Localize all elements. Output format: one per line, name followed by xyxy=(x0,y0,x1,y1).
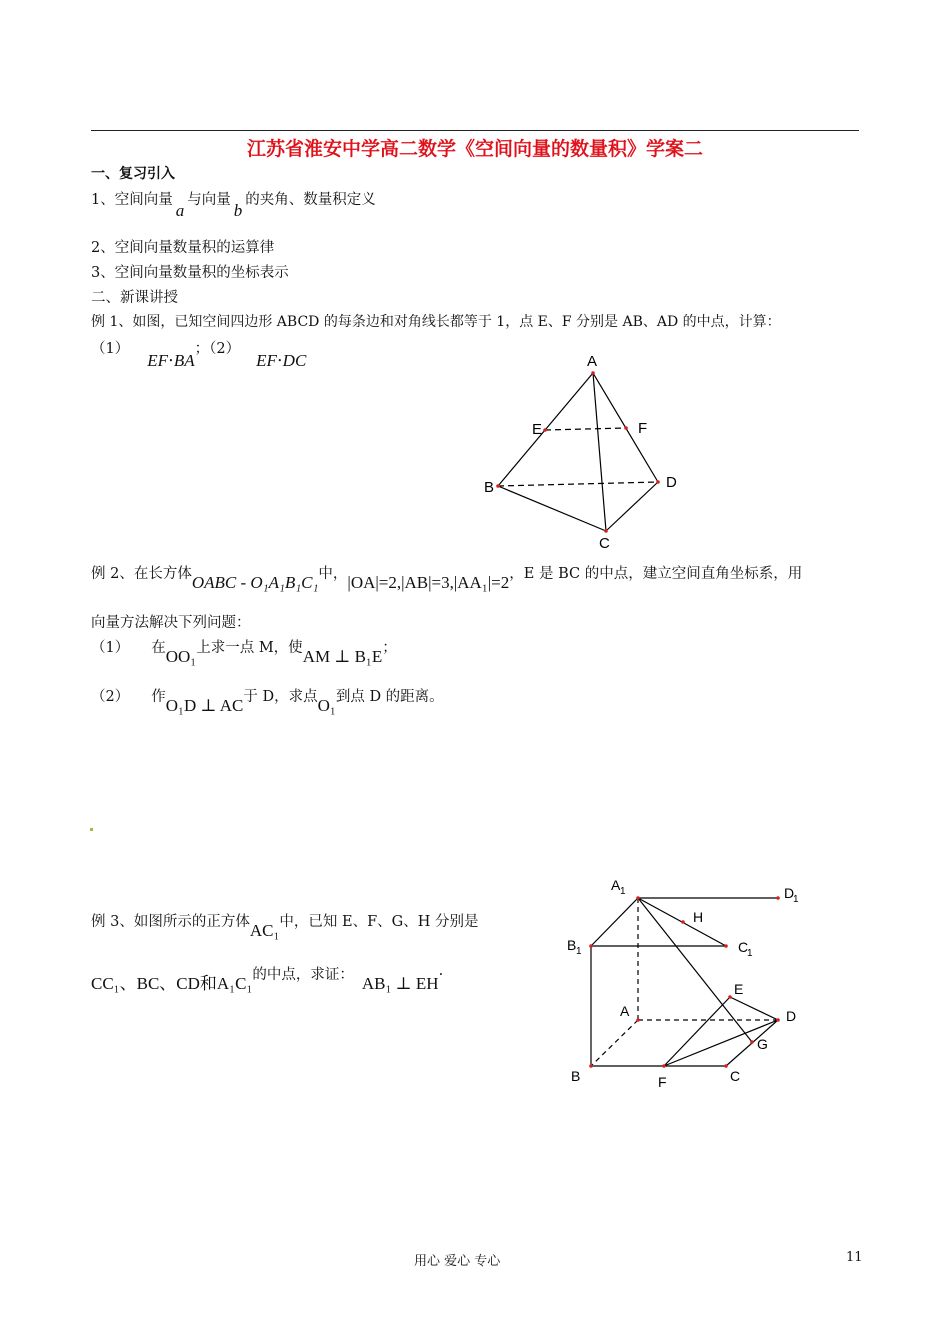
example2-question2 xyxy=(91,685,444,715)
example2-q1-a: 在 xyxy=(151,640,166,656)
point-d xyxy=(656,480,660,484)
point-f xyxy=(662,1064,666,1068)
example2-prefix: 例 2、在长方体 xyxy=(91,566,192,582)
edge-a1b1 xyxy=(591,898,638,946)
example2-q2-expr: O₁D ⊥ AC xyxy=(165,696,244,715)
example1-sep: ； xyxy=(194,341,210,357)
segment-ef xyxy=(664,997,730,1066)
example2-lengths: |OA|=2,|AB|=3,|AA₁|=2 xyxy=(347,573,510,592)
label-a: A xyxy=(587,353,598,370)
example3-solid: AC₁ xyxy=(249,921,280,940)
edge-cd xyxy=(606,482,658,531)
vector-b: b xyxy=(233,201,243,220)
label-a1-sub: 1 xyxy=(620,886,626,897)
example2-q1-expr: AM ⊥ B₁E xyxy=(302,647,383,666)
label-b: B xyxy=(571,1068,581,1084)
edge-ac xyxy=(593,373,606,531)
example2-mid: 中， xyxy=(318,566,348,582)
example3-line1 xyxy=(91,910,479,940)
label-e: E xyxy=(532,421,543,438)
segment-ef xyxy=(545,428,626,430)
point-b xyxy=(496,484,500,488)
point-a xyxy=(636,1018,640,1022)
label-c1-sub: 1 xyxy=(747,948,753,959)
example2-line1 xyxy=(91,562,803,592)
label-b: B xyxy=(484,479,495,496)
example1-text: 例 1、如图，已知空间四边形 ABCD 的每条边和对角线长都等于 1，点 E、F 分别是 AB、AD 的中点，计算： xyxy=(91,314,781,330)
review-item-2: 2、空间向量数量积的运算律 xyxy=(91,240,275,256)
point-a1 xyxy=(636,896,640,900)
segment-ed xyxy=(730,997,778,1020)
label-f: F xyxy=(658,1074,667,1090)
point-e xyxy=(543,428,547,432)
label-a: A xyxy=(620,1003,630,1019)
page-number: 11 xyxy=(846,1250,863,1265)
edge-ab-hidden xyxy=(591,1020,638,1066)
example1-part2-label: （2） xyxy=(209,341,241,357)
review-item-3: 3、空间向量数量积的坐标表示 xyxy=(91,265,289,281)
example2-line2: 向量方法解决下列问题： xyxy=(91,615,251,631)
header-rule xyxy=(91,130,859,131)
label-e: E xyxy=(734,981,744,997)
example2-q1-label: （1） xyxy=(91,640,130,656)
example3-midpoints: CC₁、BC、CD和A₁C₁ xyxy=(91,974,253,993)
example3-mid: 中，已知 E、F、G、H 分别是 xyxy=(279,914,479,930)
page-title: 江苏省淮安中学高二数学《空间向量的数量积》学案二 xyxy=(246,138,703,160)
label-h: H xyxy=(693,909,704,925)
point-d xyxy=(776,1018,780,1022)
point-b xyxy=(589,1064,593,1068)
cube-figure xyxy=(560,870,810,1095)
example3-end: · xyxy=(438,967,444,983)
example2-q1-segment: OO₁ xyxy=(165,647,197,666)
footer-motto: 用心 爱心 专心 xyxy=(414,1254,501,1269)
review-item-1-prefix: 1、空间向量 xyxy=(91,192,173,208)
label-f: F xyxy=(638,420,648,437)
label-g: G xyxy=(757,1036,768,1052)
example1-part1-label: （1） xyxy=(91,341,130,357)
label-a1: A xyxy=(611,877,621,893)
point-c xyxy=(604,529,608,533)
example2-suffix: ，E 是 BC 的中点，建立空间直角坐标系，用 xyxy=(509,566,803,582)
section1-heading: 一、复习引入 xyxy=(91,166,175,182)
point-d1 xyxy=(776,896,780,900)
point-a xyxy=(591,371,595,375)
example2-q2-point: O₁ xyxy=(317,696,336,715)
example1-part1-expr: EF⋅BA xyxy=(147,351,195,370)
edge-bc xyxy=(498,486,606,531)
label-b1: B xyxy=(567,937,577,953)
example2-q2-a: 作 xyxy=(151,689,166,705)
point-f xyxy=(624,426,628,430)
label-b1-sub: 1 xyxy=(576,946,582,957)
label-d: D xyxy=(786,1008,797,1024)
example3-goal: AB₁ ⊥ EH xyxy=(361,974,439,993)
point-c1 xyxy=(724,944,728,948)
example2-q2-label: （2） xyxy=(91,689,130,705)
example3-line2-mid: 的中点，求证： xyxy=(252,967,354,983)
stray-mark xyxy=(90,828,93,831)
example2-q1-b: 上求一点 M，使 xyxy=(196,640,303,656)
review-item-1 xyxy=(91,188,376,220)
label-c: C xyxy=(730,1068,741,1084)
point-c xyxy=(724,1064,728,1068)
review-item-1-mid: 与向量 xyxy=(187,192,231,208)
example3-line2 xyxy=(91,959,444,993)
example2-solid: OABC - O₁A₁B₁C₁ xyxy=(191,573,319,592)
example1-part2-expr: EF⋅DC xyxy=(256,351,307,370)
example2-q1-end: ； xyxy=(382,640,397,656)
point-h xyxy=(681,920,685,924)
edge-bd-hidden xyxy=(498,482,658,486)
example2-q2-b: 于 D，求点 xyxy=(243,689,318,705)
example2-q2-c: 到点 D 的距离。 xyxy=(335,689,444,705)
label-d: D xyxy=(666,474,677,491)
review-item-1-suffix: 的夹角、数量积定义 xyxy=(245,192,376,208)
point-b1 xyxy=(589,944,593,948)
vector-a: a xyxy=(175,201,185,220)
label-d1-sub: 1 xyxy=(793,894,799,905)
section2-heading: 二、新课讲授 xyxy=(91,290,178,306)
tetrahedron-figure xyxy=(470,345,710,555)
point-e xyxy=(728,995,732,999)
label-c1: C xyxy=(738,939,749,955)
label-c: C xyxy=(599,535,610,552)
example1-parts xyxy=(91,337,307,370)
point-g xyxy=(750,1040,754,1044)
label-d1: D xyxy=(784,885,795,901)
example3-prefix: 例 3、如图所示的正方体 xyxy=(91,914,250,930)
example2-question1 xyxy=(91,636,397,666)
